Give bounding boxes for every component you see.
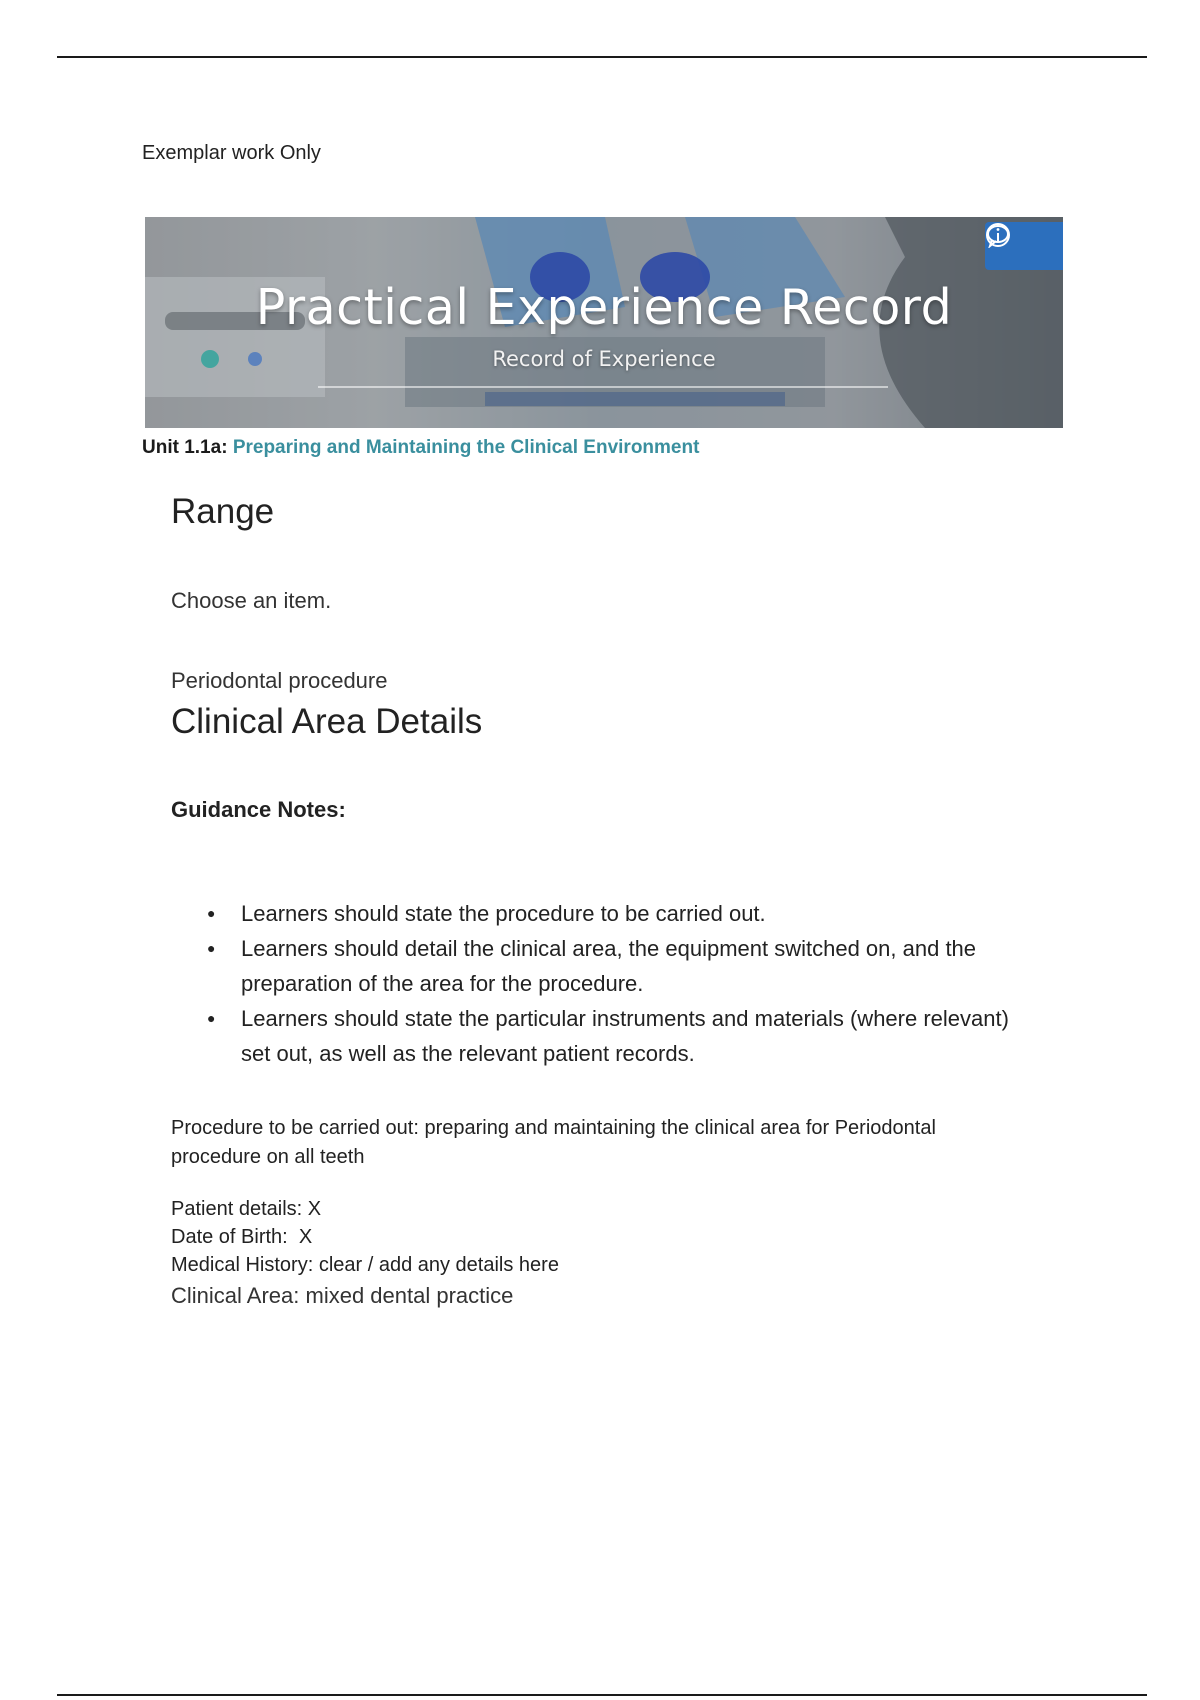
unit-title: Preparing and Maintaining the Clinical Environment: [232, 437, 700, 458]
range-selected-value: Periodontal procedure: [171, 668, 388, 693]
patient-details-block: [171, 1195, 1031, 1313]
clinical-area: Clinical Area: mixed dental practice: [171, 1283, 514, 1308]
guidance-notes-label: Guidance Notes:: [171, 797, 346, 822]
guidance-list-item: ● Learners should detail the clinical area, the equipment switched on, and the preparation of the area for the procedure.: [241, 931, 1031, 1001]
date-of-birth: Date of Birth: X: [171, 1226, 313, 1248]
exemplar-note: Exemplar work Only: [142, 142, 321, 164]
unit-heading: [142, 437, 699, 459]
banner-subtitle: Record of Experience: [492, 347, 716, 371]
bottom-rule: [57, 1694, 1147, 1696]
medical-history: Medical History: clear / add any details here: [171, 1254, 559, 1276]
top-rule: [57, 56, 1147, 58]
guidance-list-item: ● Learners should state the particular instruments and materials (where relevant) set out, as well as the relevant patient records.: [241, 1001, 1031, 1071]
banner-image: [145, 217, 1063, 428]
clinical-area-heading: Clinical Area Details: [171, 702, 483, 741]
guidance-list-item: ● Learners should state the procedure to be carried out.: [241, 896, 1031, 931]
banner-toolbar: [985, 222, 1063, 270]
range-heading: Range: [171, 492, 275, 531]
choose-item-dropdown[interactable]: Choose an item.: [171, 588, 332, 613]
unit-label: Unit 1.1a:: [142, 437, 228, 458]
patient-details: Patient details: X: [171, 1198, 322, 1220]
banner-divider: [318, 386, 888, 388]
guidance-list: [171, 896, 1031, 1071]
procedure-text: Procedure to be carried out: preparing and maintaining the clinical area for Periodontal procedure on all teeth: [171, 1117, 936, 1168]
banner-title: Practical Experience Record: [255, 279, 953, 336]
